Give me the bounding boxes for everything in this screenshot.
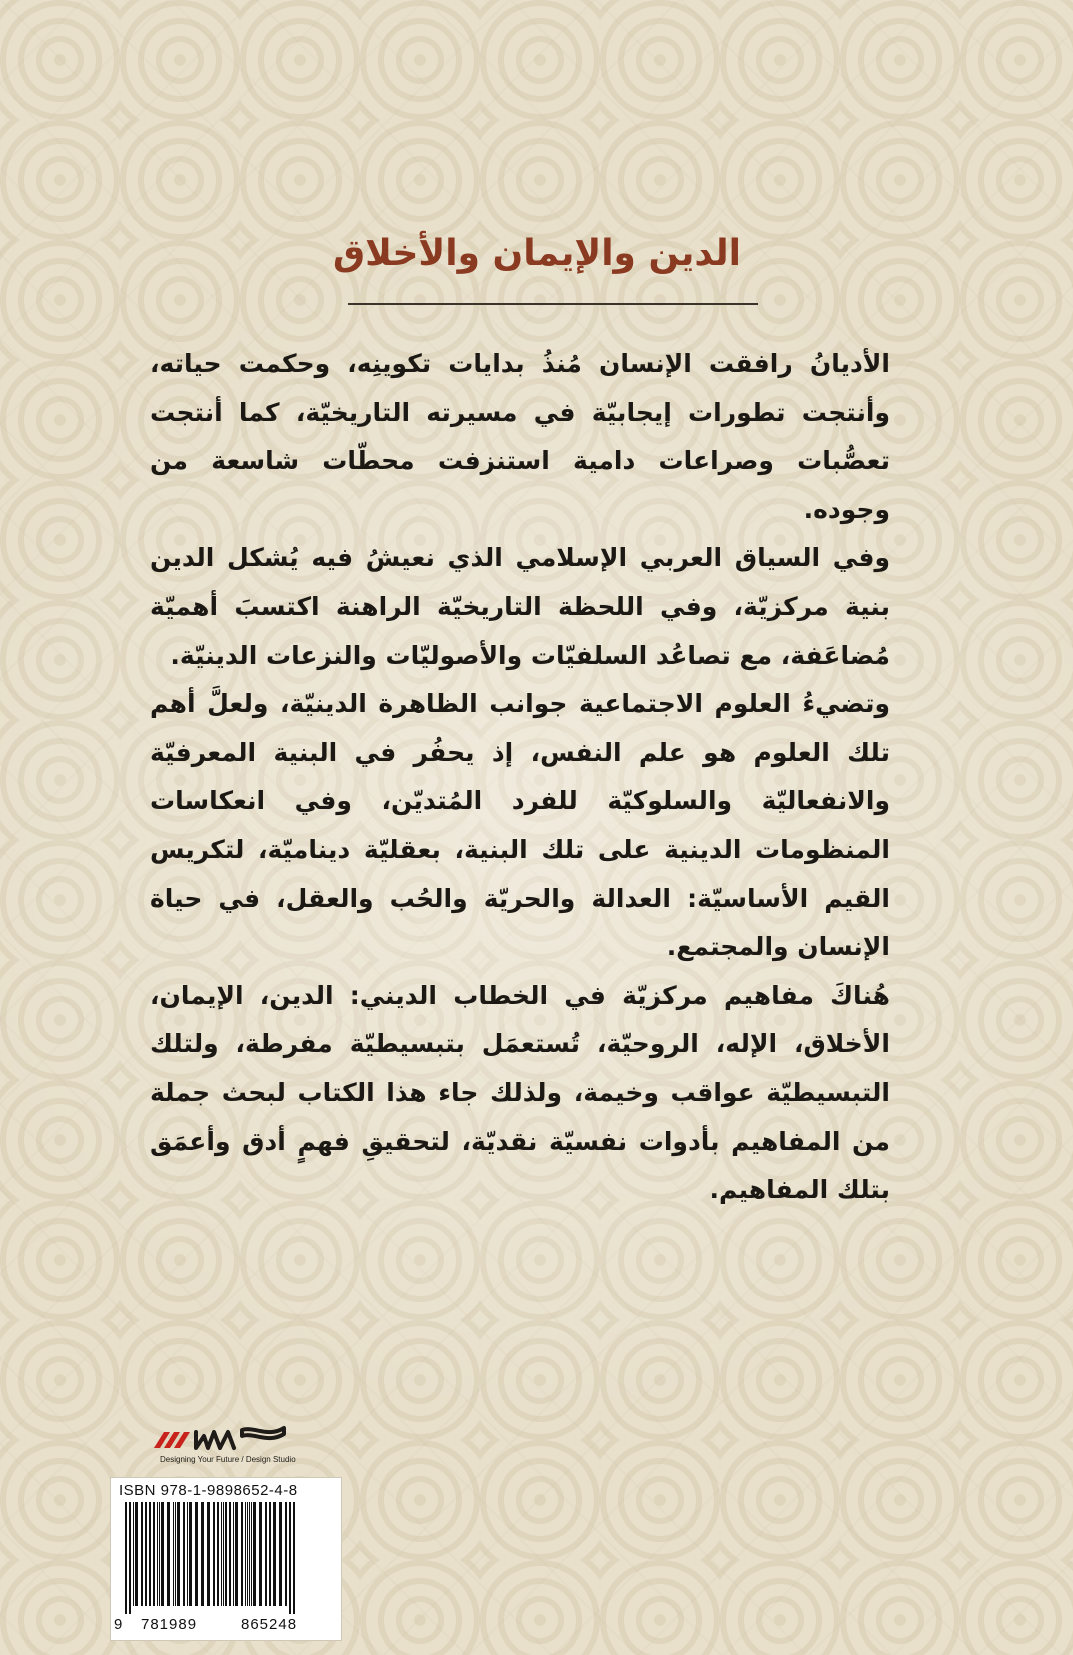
barcode-bar xyxy=(273,1502,276,1606)
barcode-bar xyxy=(251,1502,252,1606)
barcode-digits-left: 781989 xyxy=(141,1616,198,1633)
publisher-logo-mark xyxy=(150,1410,310,1470)
barcode-bar xyxy=(189,1502,192,1606)
barcode-guard-bar xyxy=(125,1502,127,1614)
barcode-bar xyxy=(207,1502,210,1606)
blurb-paragraph: هُناكَ مفاهيم مركزيّة في الخطاب الديني: الدين، الإيمان، الأخلاق، الإله، الروحيّة، تُستعمَل بتبسيطيّة مفرطة، ولتلك التبسيطيّة عواقب وخيمة، ولذلك جاء هذا الكتاب لبحث جملة من المفاهيم بأدوات نفسيّة نقديّة، لتحقيقِ فهمٍ أدق وأعمَق بتلك المفاهيم. xyxy=(150,980,890,1205)
barcode-bar xyxy=(217,1502,219,1606)
barcode-bar xyxy=(187,1502,188,1606)
barcode-bar xyxy=(153,1502,155,1606)
isbn-barcode-block xyxy=(110,1477,342,1641)
barcode-bar xyxy=(265,1502,267,1606)
book-title: الدين والإيمان والأخلاق xyxy=(332,233,742,274)
barcode-bar xyxy=(173,1502,174,1606)
blurb-paragraph: الأديانُ رافقت الإنسان مُنذُ بدايات تكوينِه، وحكمت حياته، وأنتجت تطورات إيجابيّة في مسيرته التاريخيّة، كما أنتجت تعصُّبات وصراعات دامية استنزفت محطّات شاسعة من وجوده. xyxy=(150,349,890,524)
barcode-bar xyxy=(141,1502,143,1606)
barcode-bar xyxy=(157,1502,158,1606)
barcode-bar xyxy=(161,1502,164,1606)
barcode-guard-bar xyxy=(129,1502,131,1614)
barcode-bar xyxy=(229,1502,231,1606)
isbn-label: ISBN 978-1-9898652-4-8 xyxy=(119,1482,298,1499)
barcode-bar xyxy=(225,1502,227,1606)
barcode-bar xyxy=(149,1502,151,1606)
barcode-bar xyxy=(167,1502,170,1606)
title-divider xyxy=(348,303,758,305)
logo-red-slashes xyxy=(154,1432,190,1448)
barcode-bar xyxy=(241,1502,243,1606)
barcode-digit-first: 9 xyxy=(114,1616,123,1633)
barcode-bar xyxy=(285,1502,287,1606)
publisher-tagline: Designing Your Future / Design Studio xyxy=(160,1455,296,1464)
barcode-bar xyxy=(201,1502,204,1606)
barcode-bar xyxy=(221,1502,222,1606)
barcode-icon xyxy=(121,1502,331,1614)
barcode-guard-bar xyxy=(293,1502,295,1614)
barcode-bar xyxy=(223,1502,224,1606)
barcode-bar xyxy=(245,1502,246,1606)
barcode-bar xyxy=(133,1502,134,1606)
barcode-bar xyxy=(279,1502,282,1606)
barcode-bar xyxy=(213,1502,215,1606)
publisher-logo xyxy=(150,1410,310,1470)
barcode-bar xyxy=(159,1502,160,1606)
barcode-digits xyxy=(111,1616,341,1636)
barcode-bar xyxy=(269,1502,271,1606)
blurb-paragraph: وتضيءُ العلوم الاجتماعية جوانب الظاهرة الدينيّة، ولعلَّ أهم تلك العلوم هو علم النفس، إذ يحفُر في البنية المعرفيّة والانفعاليّة والسلوكيّة للفرد المُتديّن، وفي انعكاسات المنظومات الدينية على تلك البنية، بعقليّة ديناميّة، لتكريس القيم الأساسيّة: العدالة والحريّة والحُب والعقل، في حياة الإنسان والمجتمع. xyxy=(150,689,890,962)
barcode-bar xyxy=(253,1502,256,1606)
barcode-bar xyxy=(233,1502,234,1606)
barcode-guard-bar xyxy=(289,1502,291,1614)
barcode-bar xyxy=(175,1502,176,1606)
barcode-bar xyxy=(195,1502,198,1606)
barcode-bar xyxy=(235,1502,238,1606)
blurb xyxy=(150,340,890,1215)
barcode-bar xyxy=(183,1502,185,1606)
barcode-bar xyxy=(145,1502,147,1606)
barcode-bar xyxy=(177,1502,180,1606)
barcode-bar xyxy=(249,1502,250,1606)
barcode-bar xyxy=(135,1502,138,1606)
barcode-bar xyxy=(259,1502,262,1606)
barcode-bar xyxy=(247,1502,248,1606)
blurb-paragraph: وفي السياق العربي الإسلامي الذي نعيشُ فيه يُشكل الدين بنية مركزيّة، وفي اللحظة التاريخيّة الراهنة اكتسبَ أهميّة مُضاعَفة، مع تصاعُد السلفيّات والأصوليّات والنزعات الدينيّة. xyxy=(150,543,890,670)
barcode-digits-right: 865248 xyxy=(241,1616,298,1633)
